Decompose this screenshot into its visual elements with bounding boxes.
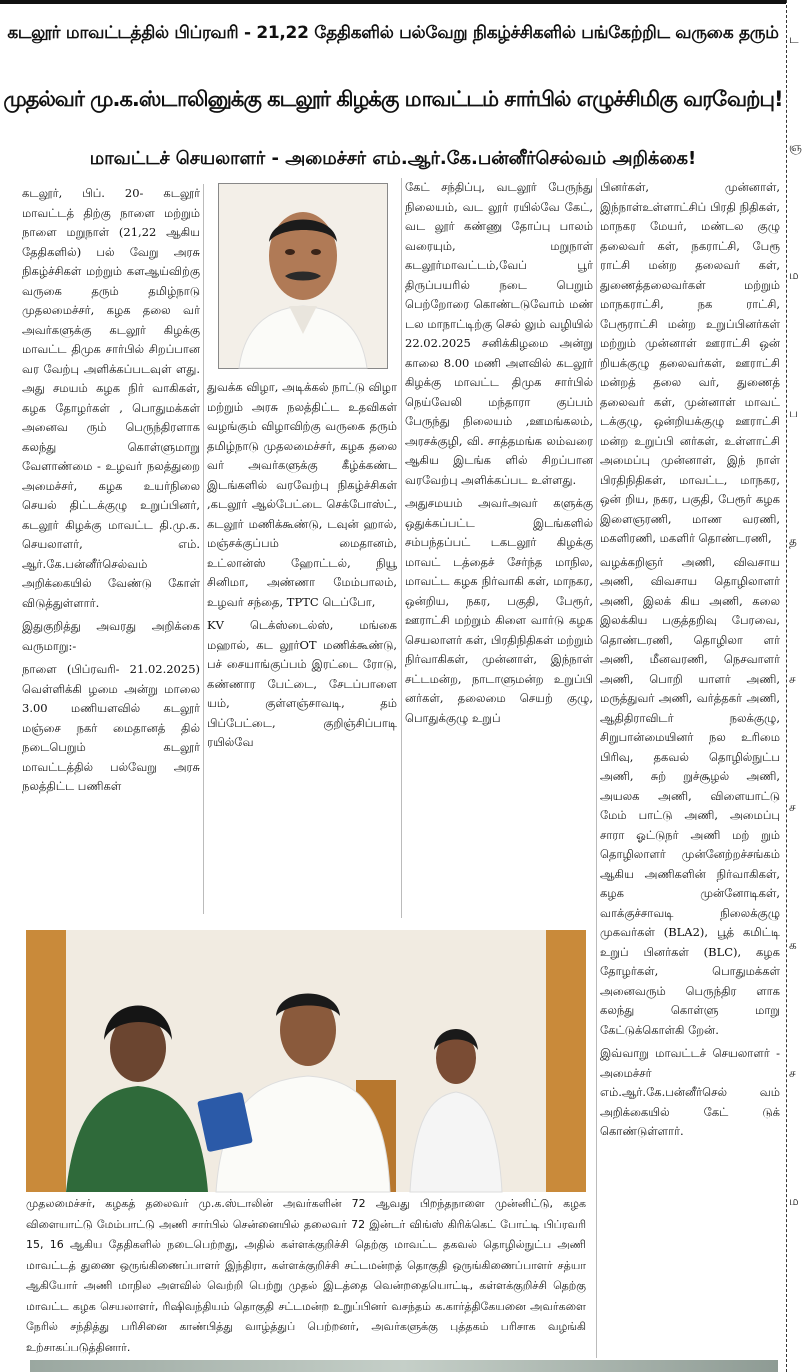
edge-glyph: ஞ xyxy=(789,140,802,154)
article-column-1 xyxy=(22,184,200,914)
paragraph: கடலூர், பிப். 20- கடலூர் மாவட்டத் திற்கு நாளை மற்றும் நாளை மறுநாள் (21,22 ஆகிய தேதிகளில்) பல் வேறு அரசு நிகழ்ச்சிகள் மற்றும் களஆய்விற்கு வருகை தரும் தமிழ்நாடு முதலமைச்சர், கழக தலை வர் அவர்களுக்கு கடலூர் கிழக்கு மாவட்ட திமுக சார்பில் சிறப்பான வர வேற்பு அளிக்கப்படவுள் ளது. அது சமயம் கழக நிர் வாகிகள், கழக தோழர்கள் , பொதுமக்கள் அனைவ ரும் பெருந்திரளாக கலந்து கொள்ளுமாறு வேளாண்மை - உழவர் நலத்துறை அமைச்சர், கழக உயர்நிலை செயல் திட்டக்குழு உறுப்பினர், கடலூர் கிழக்கு மாவட்ட தி.மு.க. செயலாளர், எம். ஆர்.கே.பன்னீர்செல்வம் அறிக்கையில் வேண்டு கோள் விடுத்துள்ளார். xyxy=(22,186,200,610)
minister-portrait-photo xyxy=(218,183,388,369)
edge-glyph: க xyxy=(789,938,797,952)
paragraph: KV டெக்ஸ்டைல்ஸ், மங்கை மஹால், கட லூர்OT மணிக்கூண்டு, பச் சையாங்குப்பம் இரட்டை ரோடு, கண்ணார பேட்டை, சேடப்பாளை யம், குள்ளஞ்சாவடி, தம் பிப்பேட்டை, குறிஞ்சிப்பாடி ரயில்வே xyxy=(207,618,397,749)
article-headline: முதல்வர் மு.க.ஸ்டாலினுக்கு கடலூர் கிழக்கு மாவட்டம் சார்பில் எழுச்சிமிகு வரவேற்பு! xyxy=(3,86,783,111)
top-rule xyxy=(0,0,786,4)
paragraph: அதுசமயம் அவர்அவர் களுக்கு ஒதுக்கப்பட்ட இடங்களில் சம்பந்தப்பட் டகடலூர் கிழக்கு மாவட் டத்தைச் சேர்ந்த மாநில, மாவட்ட கழக நிர்வாகி கள், மாநகர, ஒன்றிய, நகர, பகுதி, பேரூர், ஊராட்சி மற்றும் கிளை வார்டு கழக செயலாளர் கள், பிரதிநிதிகள் மற்றும் நிர்வாகிகள், முன்னாள், இந்நாள் சட்டமன்ற, நாடாளுமன்ற உறுப்பி னர்கள், தலைமை செயற் குழு, பொதுக்குழு உறுப் xyxy=(405,496,593,725)
edge-glyph: ட xyxy=(789,32,799,46)
paragraph: துவக்க விழா, அடிக்கல் நாட்டு விழா மற்றும் அரசு நலத்திட்ட உதவிகள் வழங்கும் விழாவிற்கு வருகை தரும் தமிழ்நாடு முதலமைச்சர், கழக தலை வர் அவர்களுக்கு கீழ்க்கண்ட இடங்களில் வரவேற்பு நிகழ்ச்சிகள் ,கடலூர் ஆல்பேட்டை செக்போஸ்ட், கடலூர் மணிக்கூண்டு, டவுன் ஹால், மஞ்சக்குப்பம் மைதானம், உட்லான்ஸ் ஹோட்டல், நியூ சினிமா, அண்ணா மேம்பாலம், உழவர் சந்தை, TPTC டெப்போ, xyxy=(207,380,397,609)
paragraph: பினர்கள், முன்னாள், இந்நாள்உள்ளாட்சிப் பிரதி நிதிகள், மாநகர மேயர், மண்டல குழு தலைவர் கள், நகராட்சி, பேரூ ராட்சி மன்ற தலைவர் கள், துணைத்தலைவர்கள் மற்றும் மாநகராட்சி, நக ராட்சி, பேரூராட்சி மன்ற உறுப்பினர்கள் மற்றும் முன்னாள் ஊராட்சி ஒன் றியக்குழு தலைவர்கள், ஊராட்சி மன்றத் தலை வர், துணைத் தலைவர் கள், முன்னாள் மாவட் டக்குழு, ஒன்றியக்குழு ஊராட்சி மன்ற உறுப்பி னர்கள், உள்ளாட்சி அமைப்பு முன்னாள், இந் நாள் பிரதிநிதிகள், மாவட்ட, மாநகர, ஒன் றிய, நகர, பகுதி, பேரூர் கழக இளைஞரணி, மாண வரணி, மகளிரணி, மகளிர் தொண்டரணி, xyxy=(600,180,780,545)
edge-glyph: ப xyxy=(789,406,798,420)
next-article-strip xyxy=(30,1360,778,1372)
photo-caption: முதலமைச்சர், கழகத் தலைவர் மு.க.ஸ்டாலின் அவர்களின் 72 ஆவது பிறந்தநாளை முன்னிட்டு, கழக விளையாட்டு மேம்பாட்டு அணி சார்பில் சென்னையில் தலைவர் 72 இன்டர் விங்ஸ் கிரிக்கெட் போட்டி பிப்ரவரி 15, 16 ஆகிய தேதிகளில் நடைபெற்றது, அதில் கள்ளக்குறிச்சி தெற்கு மாவட்ட தகவல் தொழில்நுட்ப அணி மாவட்டத் துணை ஒருங்கிணைப்பாளர் இந்திரா, கள்ளக்குறிச்சி சட்டமன்றத் தொகுதி ஒருங்கிணைப்பாளர் சத்யா ஆகியோர் அணி மாநில அளவில் வெற்றி பெற்று முதல் இடத்தை வென்றதையொட்டி, கள்ளக்குறிச்சி தெற்கு மாவட்ட கழக செயலாளர், ரிஷிவந்தியம் தொகுதி சட்டமன்ற உறுப்பினர் வசந்தம் க.கார்த்திகேயனை அவர்களை நேரில் சந்தித்து பரிசினை காண்பித்து வாழ்த்துப் பெற்றனர், அவர்களுக்கு புத்தகம் பரிசாக வழங்கி உற்சாகப்படுத்தினார். xyxy=(26,1197,586,1354)
edge-glyph: ம xyxy=(789,268,799,282)
portrait-illustration xyxy=(219,184,387,368)
adjacent-article-edge xyxy=(786,0,801,1372)
award-meeting-photo xyxy=(26,930,586,1192)
paragraph: இதுகுறித்து அவரது அறிக்கை வருமாறு:- xyxy=(22,619,200,653)
article-column-4 xyxy=(600,178,780,1358)
paragraph: நாளை (பிப்ரவரி- 21.02.2025) வெள்ளிக்கி ழமை அன்று மாலை 3.00 மணியளவில் கடலூர் மஞ்சை நகர் மைதானத் தில் நடைபெறும் கடலூர் மாவட்டத்தில் பல்வேறு அரசு நலத்திட்ட பணிகள் xyxy=(22,662,200,793)
article-column-3 xyxy=(405,178,593,918)
column-divider xyxy=(401,178,402,918)
edge-glyph: ச xyxy=(789,800,796,814)
edge-glyph: ம xyxy=(789,1194,799,1208)
article-column-2 xyxy=(207,378,397,914)
column-divider xyxy=(596,178,597,1358)
photo-illustration xyxy=(26,930,586,1192)
paragraph: இவ்வாறு மாவட்டச் செயலாளர் - அமைச்சர் எம்.ஆர்.கே.பன்னீர்செல் வம் அறிக்கையில் கேட் டுக் கொண்டுள்ளார். xyxy=(600,1046,780,1138)
article-subheadline: மாவட்டச் செயலாளர் - அமைச்சர் எம்.ஆர்.கே.பன்னீர்செல்வம் அறிக்கை! xyxy=(89,147,697,169)
paragraph: வழக்கறிஞர் அணி, விவசாய அணி, விவசாய தொழிலாளர் அணி, இலக் கிய அணி, கலை இலக்கிய பகுத்தறிவு பேரவை, தொண்டரணி, தொழிலா ளர் அணி, மீனவரணி, நெசவாளர் அணி, பொறி யாளர் அணி, மருத்துவர் அணி, வர்த்தகர் அணி, ஆதிதிராவிடர் நலக்குழு, சிறுபான்மையினர் நல உரிமை பிரிவு, தகவல் தொழில்நுட்ப அணி, சுற் றுச்சூழல் அணி, அயலக அணி, விளையாட்டு மேம் பாட்டு அணி, அமைப்பு சாரா ஓட்டுநர் அணி மற் றும் தொழிலாளர் முன்னேற்றச்சங்கம் ஆகிய அணிகளின் நிர்வாகிகள், கழக முன்னோடிகள், வாக்குச்சாவடி நிலைக்குழு முகவர்கள் (BLA2), பூத் கமிட்டி உறுப் பினர்கள் (BLC), கழக தோழர்கள், பொதுமக்கள் அனைவரும் பெருந்திர ளாக கலந்து கொள்ளு மாறு கேட்டுக்கொள்கி றேன். xyxy=(600,554,780,1037)
edge-glyph: ச xyxy=(789,1066,796,1080)
edge-glyph: ச xyxy=(789,672,796,686)
edge-glyph: த xyxy=(789,534,797,548)
column-divider xyxy=(203,184,204,914)
article-kicker: கடலூர் மாவட்டத்தில் பிப்ரவரி - 21,22 தேதிகளில் பல்வேறு நிகழ்ச்சிகளில் பங்கேற்றிட வருகை தரும் xyxy=(7,23,779,43)
paragraph: கேட் சந்திப்பு, வடலூர் பேருந்து நிலையம், வட லூர் ரயில்வே கேட், வட லூர் கண்ணு தோப்பு பாலம் வரையும், மறுநாள் கடலூர்மாவட்டம்,வேப் பூர் திருப்பயரில் நடை பெறும் பெற்றோரை கொண்டடுவோம் மண் டல மாநாட்டிற்கு செல் லும் வழியில் 22.02.2025 சனிக்கிழமை அன்று காலை 8.00 மணி அளவில் கடலூர் கிழக்கு மாவட்ட திமுக சார்பில் நெய்வேலி மந்தாரா குப்பம் பேருந்து நிலையம் ,ஊமங்கலம், அரசக்குழி, வி. சாத்தமங்க லம்வரை ஆகிய இடங்க ளில் சிறப்பான வரவேற்பு அளிக்கப்பட உள்ளது. xyxy=(405,180,593,487)
